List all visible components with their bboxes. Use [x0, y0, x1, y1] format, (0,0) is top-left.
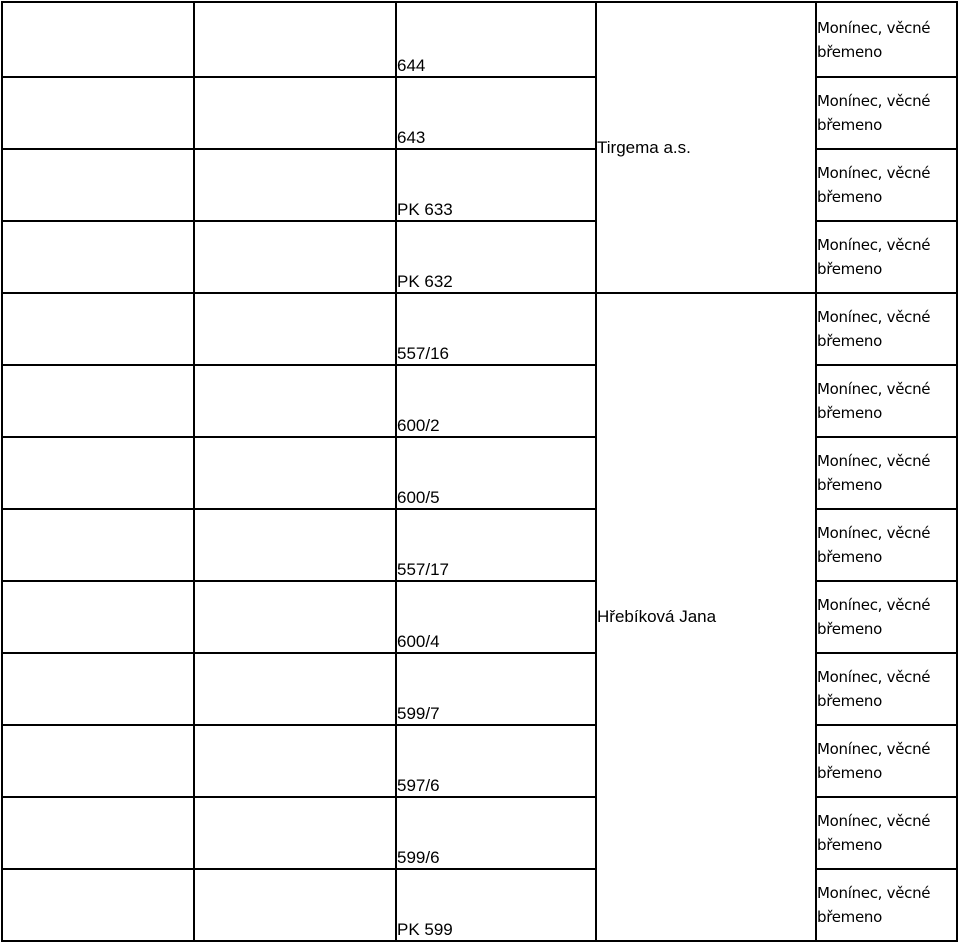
easement-note — [816, 221, 957, 293]
empty-cell — [194, 77, 396, 149]
note-line: Monínec, věcné — [817, 596, 931, 614]
note-line: břemeno — [817, 836, 883, 854]
note-line: Monínec, věcné — [817, 18, 931, 37]
easement-note — [816, 725, 957, 797]
note-line: břemeno — [817, 908, 883, 926]
parcel-number: 557/17 — [396, 509, 596, 581]
note-line: břemeno — [817, 620, 883, 638]
parcel-number: 599/6 — [396, 797, 596, 869]
parcel-number: 600/2 — [396, 365, 596, 437]
easement-note — [816, 437, 957, 509]
note-line: Monínec, věcné — [817, 524, 931, 542]
note-line: Monínec, věcné — [817, 236, 931, 254]
empty-cell — [194, 221, 396, 293]
note-line: břemeno — [817, 188, 883, 206]
empty-cell — [2, 293, 194, 365]
note-line: Monínec, věcné — [817, 812, 931, 830]
empty-cell — [2, 509, 194, 581]
easement-note — [816, 509, 957, 581]
parcel-number: 599/7 — [396, 653, 596, 725]
empty-cell — [2, 221, 194, 293]
empty-cell — [2, 653, 194, 725]
note-line: břemeno — [817, 332, 883, 350]
parcel-table — [1, 1, 958, 942]
empty-cell — [194, 581, 396, 653]
empty-cell — [194, 725, 396, 797]
easement-note — [816, 149, 957, 221]
empty-cell — [2, 725, 194, 797]
parcel-number: PK 599 — [396, 869, 596, 941]
note-line: břemeno — [817, 548, 883, 566]
easement-note — [816, 869, 957, 941]
empty-cell — [2, 365, 194, 437]
parcel-number: 644 — [396, 2, 596, 77]
parcel-number: 557/16 — [396, 293, 596, 365]
easement-note — [816, 2, 957, 77]
easement-note — [816, 653, 957, 725]
empty-cell — [194, 509, 396, 581]
empty-cell — [2, 869, 194, 941]
empty-cell — [194, 293, 396, 365]
parcel-number: 643 — [396, 77, 596, 149]
easement-note — [816, 797, 957, 869]
note-line: Monínec, věcné — [817, 740, 931, 758]
note-line: břemeno — [817, 476, 883, 494]
empty-cell — [2, 437, 194, 509]
note-line: Monínec, věcné — [817, 164, 931, 182]
owner-name: Hřebíková Jana — [596, 293, 816, 941]
note-line: Monínec, věcné — [817, 92, 931, 110]
parcel-number: 600/5 — [396, 437, 596, 509]
empty-cell — [194, 2, 396, 77]
parcel-number: 600/4 — [396, 581, 596, 653]
note-line: Monínec, věcné — [817, 452, 931, 470]
empty-cell — [2, 77, 194, 149]
note-line: břemeno — [817, 116, 883, 134]
empty-cell — [194, 437, 396, 509]
note-line: břemeno — [817, 404, 883, 422]
empty-cell — [194, 797, 396, 869]
note-line: břemeno — [817, 764, 883, 782]
easement-note — [816, 293, 957, 365]
easement-note — [816, 77, 957, 149]
note-line: Monínec, věcné — [817, 668, 931, 686]
empty-cell — [2, 581, 194, 653]
empty-cell — [2, 149, 194, 221]
note-line: Monínec, věcné — [817, 380, 931, 398]
note-line: břemeno — [817, 692, 883, 710]
parcel-number: PK 632 — [396, 221, 596, 293]
empty-cell — [194, 653, 396, 725]
empty-cell — [194, 149, 396, 221]
parcel-number: 597/6 — [396, 725, 596, 797]
easement-note — [816, 581, 957, 653]
note-line: Monínec, věcné — [817, 308, 931, 326]
table-row — [2, 293, 957, 365]
empty-cell — [194, 869, 396, 941]
note-line: břemeno — [817, 260, 883, 278]
note-line: břemeno — [817, 42, 883, 61]
empty-cell — [2, 797, 194, 869]
note-line: Monínec, věcné — [817, 884, 931, 902]
table-row — [2, 2, 957, 77]
owner-name: Tirgema a.s. — [596, 2, 816, 293]
easement-note — [816, 365, 957, 437]
empty-cell — [2, 2, 194, 77]
parcel-number: PK 633 — [396, 149, 596, 221]
empty-cell — [194, 365, 396, 437]
